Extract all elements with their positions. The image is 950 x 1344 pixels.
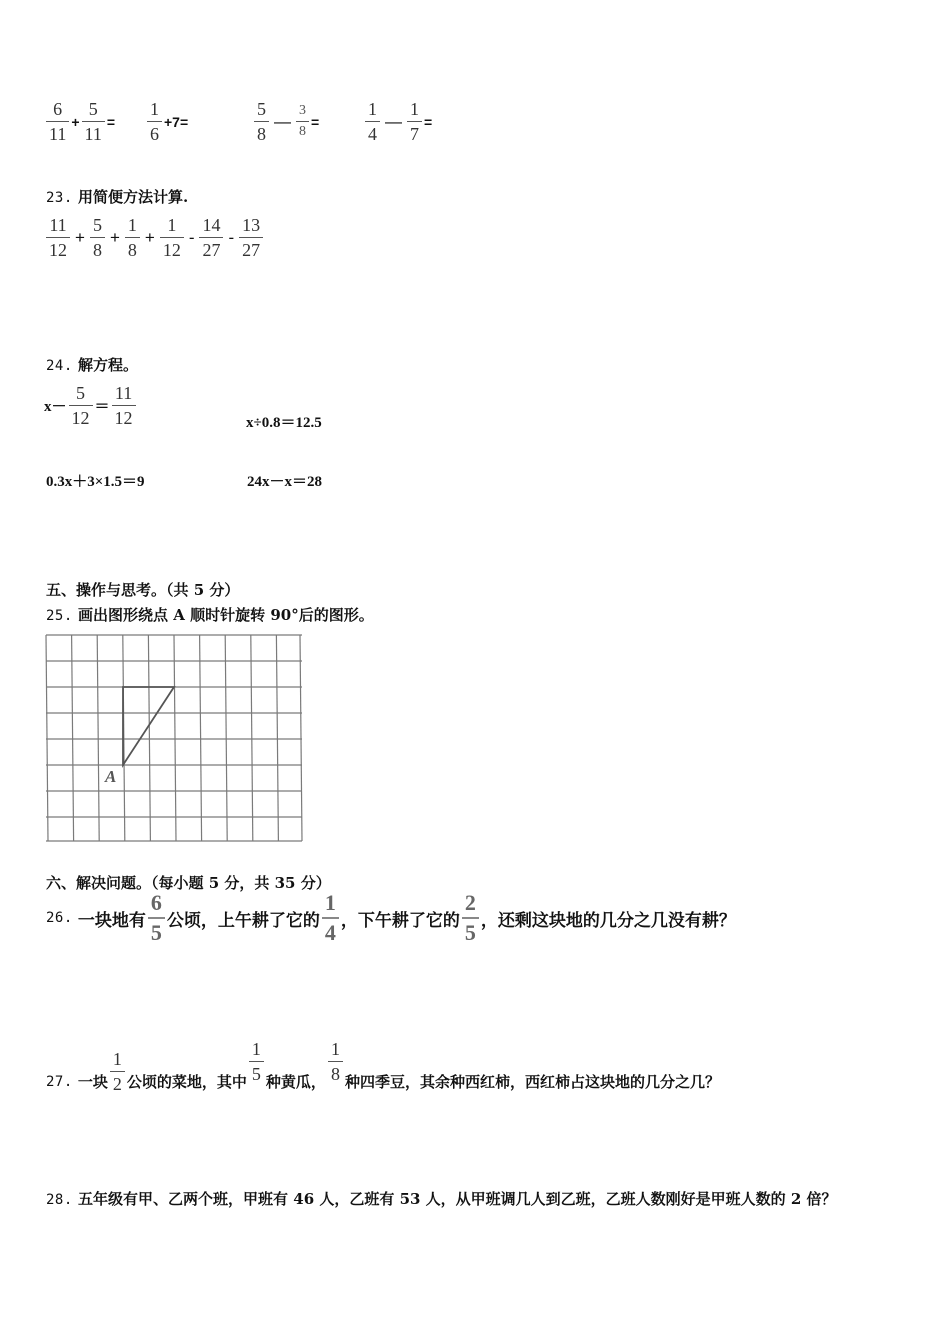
equation-3: 0.3x＋3×1.5＝9 bbox=[46, 474, 145, 490]
fraction: $\frac{5}{11}$ bbox=[82, 100, 105, 143]
question-24-title: 24. 解方程。 bbox=[46, 356, 139, 374]
equation-1: x－ $\frac{5}{12}$ ＝ $\frac{11}{12}$ bbox=[44, 384, 138, 427]
operator: - bbox=[188, 227, 195, 247]
operator: + bbox=[109, 227, 120, 247]
fraction: $\frac{1}{8}$ bbox=[328, 1040, 343, 1083]
fraction: $\frac{2}{5}$ bbox=[462, 892, 479, 944]
question-23-expression bbox=[44, 216, 265, 259]
grid-lines bbox=[46, 635, 302, 841]
question-28: 28. 五年级有甲、乙两个班，甲班有 46 人，乙班有 53 人，从甲班调几人到乙班，乙班人数刚好是甲班人数的 2 倍？ bbox=[46, 1190, 837, 1208]
fraction: $\frac{1}{8}$ bbox=[125, 216, 140, 259]
question-25-text: 25. 画出图形绕点 A 顺时针旋转 90°后的图形。 bbox=[46, 606, 374, 624]
calc-item-3 bbox=[252, 100, 319, 143]
calc-item-4 bbox=[363, 100, 432, 143]
rotation-grid bbox=[44, 634, 306, 844]
fraction: $\frac{13}{27}$ bbox=[239, 216, 263, 259]
fraction: $\frac{14}{27}$ bbox=[199, 216, 223, 259]
question-number: 27. bbox=[46, 1073, 73, 1090]
point-a-label: A bbox=[105, 767, 117, 786]
equation-4: 24x－x＝28 bbox=[247, 474, 323, 490]
equals: = bbox=[311, 113, 320, 130]
section-6-heading: 六、解决问题。（每小题 5 分，共 35 分） bbox=[46, 874, 331, 892]
fraction: $\frac{1}{6}$ bbox=[147, 100, 162, 143]
fraction: $\frac{11}{12}$ bbox=[46, 216, 70, 259]
question-26: 26. 一块地有 $\frac{6}{5}$ 公顷，上午耕了它的 $\frac{1}{4}$ ，下午耕了它的 $\frac{2}{5}$ ，还剩这块地的几分之几没有耕？ bbox=[46, 890, 736, 945]
calc-item-1 bbox=[44, 100, 115, 143]
equals: = bbox=[424, 113, 433, 130]
operator: - bbox=[228, 227, 235, 247]
operator: + bbox=[144, 227, 155, 247]
calc-item-2 bbox=[145, 100, 188, 143]
operator: — bbox=[274, 111, 291, 131]
fraction: $\frac{3}{8}$ bbox=[296, 104, 309, 139]
fraction: $\frac{6}{11}$ bbox=[46, 100, 69, 143]
fraction: $\frac{1}{2}$ bbox=[110, 1050, 125, 1093]
question-23-title: 23. 用简便方法计算. bbox=[46, 188, 189, 206]
fraction: $\frac{11}{12}$ bbox=[112, 384, 136, 427]
fraction: $\frac{1}{7}$ bbox=[407, 100, 422, 143]
operator: — bbox=[385, 111, 402, 131]
fraction: $\frac{1}{5}$ bbox=[249, 1040, 264, 1083]
fraction: $\frac{6}{5}$ bbox=[148, 892, 165, 944]
operator: + bbox=[71, 113, 80, 130]
section-5-heading: 五、操作与思考。（共 5 分） bbox=[46, 581, 240, 599]
fraction: $\frac{1}{4}$ bbox=[322, 892, 339, 944]
operator: + bbox=[75, 227, 85, 247]
operator: +7= bbox=[164, 113, 189, 130]
fraction: $\frac{1}{4}$ bbox=[365, 100, 380, 143]
fraction: $\frac{5}{8}$ bbox=[90, 216, 105, 259]
question-27: 27. 一块 $\frac{1}{2}$ 公顷的菜地，其中 $\frac{1}{5}$ 种黄瓜， $\frac{1}{8}$ 种四季豆，其余种西红柿，西红柿占这块地的几分之几？ bbox=[46, 1039, 720, 1094]
fraction: $\frac{5}{8}$ bbox=[254, 100, 269, 143]
fraction: $\frac{1}{12}$ bbox=[160, 216, 184, 259]
equation-2: x÷0.8＝12.5 bbox=[246, 415, 322, 431]
equals: = bbox=[106, 113, 116, 130]
question-number: 26. bbox=[46, 910, 73, 926]
fraction: $\frac{5}{12}$ bbox=[69, 384, 93, 427]
